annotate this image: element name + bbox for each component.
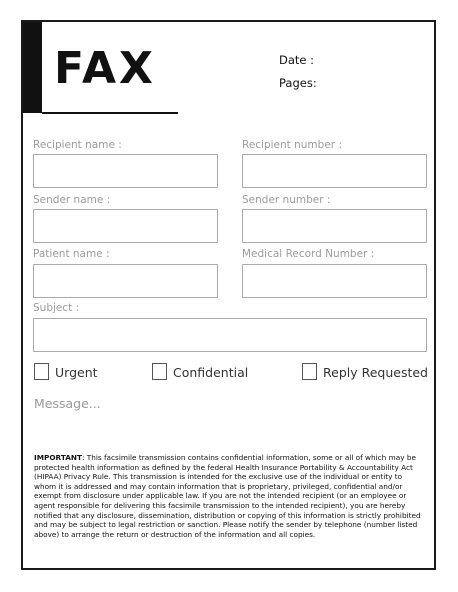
- patient-name-field[interactable]: [33, 264, 218, 298]
- recipient-number-field[interactable]: [242, 154, 427, 188]
- sender-number-field[interactable]: [242, 209, 427, 243]
- urgent-label: Urgent: [55, 365, 98, 380]
- title-underline: [42, 112, 178, 114]
- sender-number-label: Sender number :: [242, 194, 331, 206]
- recipient-number-label: Recipient number :: [242, 139, 342, 151]
- subject-field[interactable]: [33, 318, 427, 352]
- pages-label: Pages:: [279, 76, 317, 90]
- message-area[interactable]: Message...: [34, 396, 101, 411]
- notice-heading: IMPORTANT: [34, 453, 82, 462]
- recipient-name-label: Recipient name :: [33, 139, 122, 151]
- recipient-name-field[interactable]: [33, 154, 218, 188]
- page-title: FAX: [54, 43, 156, 94]
- notice-body: : This facsimile transmission contains confidential information, some or all of which may be protected health information as defined by the federal Health Insurance Portability & Accountability Act (HIPAA) Privacy Rule. This transmission is intended for the exclusive use of the individual or entity to whom it is addressed and may contain information that is proprietary, privileged, confidential and/or exempt from disclosure under applicable law. If you are not the intended recipient (or an employee or agent responsible for delivering this facsimile transmission to the intended recipient), you are hereby notified that any disclosure, dissemination, distribution or copying of this information is strictly prohibited and may be subject to legal restriction or sanction. Please notify the sender by telephone (number listed above) to arrange the return or destruction of the information and all copies.: [34, 453, 421, 539]
- medical-record-number-field[interactable]: [242, 264, 427, 298]
- sender-name-field[interactable]: [33, 209, 218, 243]
- reply-requested-checkbox[interactable]: [302, 363, 317, 380]
- confidentiality-notice: [34, 453, 426, 539]
- reply-requested-label: Reply Requested: [323, 365, 428, 380]
- sender-name-label: Sender name :: [33, 194, 111, 206]
- header-accent-bar: [23, 22, 42, 113]
- confidential-label: Confidential: [173, 365, 249, 380]
- urgent-checkbox[interactable]: [34, 363, 49, 380]
- medical-record-number-label: Medical Record Number :: [242, 248, 375, 260]
- confidential-checkbox[interactable]: [152, 363, 167, 380]
- fax-cover-sheet: [21, 20, 436, 570]
- date-label: Date :: [279, 53, 315, 67]
- subject-label: Subject :: [33, 302, 80, 314]
- patient-name-label: Patient name :: [33, 248, 110, 260]
